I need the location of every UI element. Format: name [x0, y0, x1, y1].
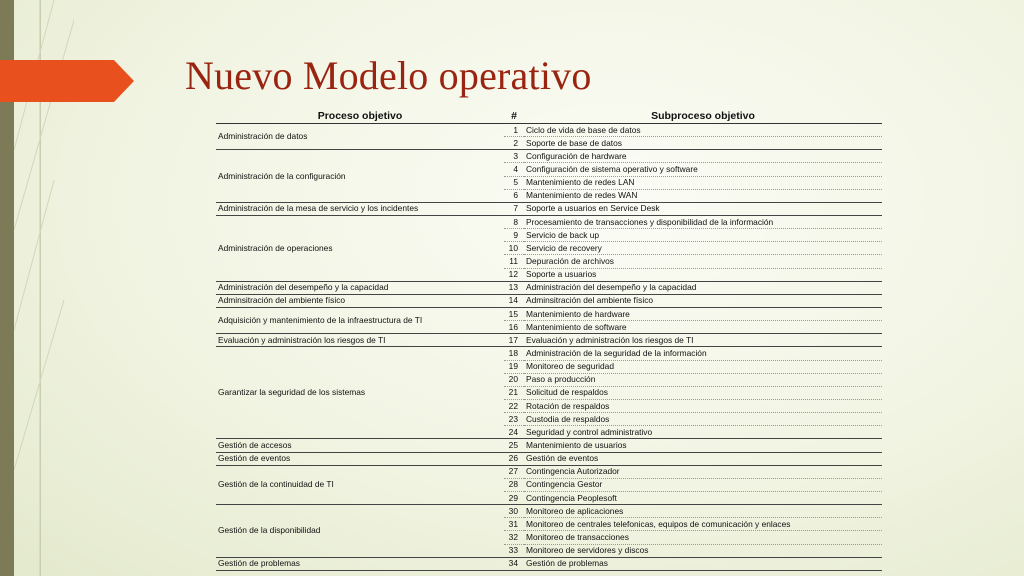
process-cell: Gestión de la disponibilidad: [216, 505, 504, 558]
number-cell: 14: [504, 294, 524, 307]
number-cell: 5: [504, 176, 524, 189]
table-header-row: [216, 109, 882, 124]
number-cell: 3: [504, 150, 524, 163]
table-row: [216, 281, 882, 294]
process-cell: Administración de datos: [216, 124, 504, 150]
number-cell: 4: [504, 163, 524, 176]
subprocess-cell: Evaluación y administración los riesgos de TI: [524, 334, 882, 347]
subprocess-cell: Mantenimiento de redes LAN: [524, 176, 882, 189]
number-cell: 6: [504, 189, 524, 202]
subprocess-cell: Monitoreo de centrales telefonicas, equipos de comunicación y enlaces: [524, 518, 882, 531]
number-cell: 9: [504, 229, 524, 242]
table-row: [216, 465, 882, 478]
number-cell: 31: [504, 518, 524, 531]
subprocess-cell: Mantenimiento de redes WAN: [524, 189, 882, 202]
process-cell: Garantizar la seguridad de los sistemas: [216, 347, 504, 439]
subprocess-cell: Servicio de recovery: [524, 242, 882, 255]
subprocess-cell: Contingencia Gestor: [524, 478, 882, 491]
subprocess-cell: Mantenimiento de software: [524, 321, 882, 334]
number-cell: 27: [504, 465, 524, 478]
subprocess-cell: Soporte de base de datos: [524, 137, 882, 150]
number-cell: 30: [504, 505, 524, 518]
subprocess-cell: Solicitud de respaldos: [524, 386, 882, 399]
process-cell: Gestión de eventos: [216, 452, 504, 465]
subprocess-cell: Monitoreo de aplicaciones: [524, 505, 882, 518]
number-cell: 17: [504, 334, 524, 347]
process-cell: Evaluación y administración los riesgos de TI: [216, 334, 504, 347]
subprocess-cell: Monitoreo de servidores y discos: [524, 544, 882, 557]
number-cell: 22: [504, 399, 524, 412]
process-cell: Administración de operaciones: [216, 215, 504, 281]
number-cell: 16: [504, 321, 524, 334]
slide-title: Nuevo Modelo operativo: [185, 53, 592, 98]
subprocess-cell: Soporte a usuarios en Service Desk: [524, 202, 882, 215]
process-cell: Adquisición y mantenimiento de la infraestructura de TI: [216, 307, 504, 333]
number-cell: 12: [504, 268, 524, 281]
title-arrow-shape: [0, 60, 134, 102]
number-cell: 21: [504, 386, 524, 399]
table-row: [216, 215, 882, 228]
number-cell: 11: [504, 255, 524, 268]
number-cell: 8: [504, 215, 524, 228]
process-cell: Administración de la mesa de servicio y los incidentes: [216, 202, 504, 215]
subprocess-cell: Mantenimiento de hardware: [524, 307, 882, 320]
process-cell: Adminsitración del ambiente físico: [216, 294, 504, 307]
process-cell: Administración de la configuración: [216, 150, 504, 203]
number-cell: 23: [504, 413, 524, 426]
number-cell: 26: [504, 452, 524, 465]
subprocess-cell: Configuración de hardware: [524, 150, 882, 163]
number-cell: 15: [504, 307, 524, 320]
table-row: [216, 150, 882, 163]
number-cell: 25: [504, 439, 524, 452]
table-row: [216, 557, 882, 570]
number-cell: 24: [504, 426, 524, 439]
process-cell: Administración del desempeño y la capacidad: [216, 281, 504, 294]
number-cell: 34: [504, 557, 524, 570]
subprocess-cell: Monitoreo de transacciones: [524, 531, 882, 544]
number-cell: 32: [504, 531, 524, 544]
subprocess-cell: Monitoreo de seguridad: [524, 360, 882, 373]
subprocess-cell: Administración del desempeño y la capacidad: [524, 281, 882, 294]
table-row: [216, 439, 882, 452]
number-cell: 33: [504, 544, 524, 557]
subprocess-cell: Servicio de back up: [524, 229, 882, 242]
subprocess-cell: Depuración de archivos: [524, 255, 882, 268]
process-cell: Gestión de la continuidad de TI: [216, 465, 504, 504]
table-row: [216, 505, 882, 518]
subprocess-cell: Custodia de respaldos: [524, 413, 882, 426]
table-row: [216, 124, 882, 137]
subprocess-cell: Mantenimiento de usuarios: [524, 439, 882, 452]
number-cell: 19: [504, 360, 524, 373]
header-subproceso: Subproceso objetivo: [524, 109, 882, 124]
subprocess-cell: Gestión de problemas: [524, 557, 882, 570]
table-row: [216, 307, 882, 320]
table-body: [216, 124, 882, 571]
process-table-container: [216, 109, 882, 571]
subprocess-cell: Contingencia Autorizador: [524, 465, 882, 478]
subprocess-cell: Rotación de respaldos: [524, 399, 882, 412]
subprocess-cell: Soporte a usuarios: [524, 268, 882, 281]
number-cell: 29: [504, 491, 524, 504]
subprocess-cell: Contingencia Peoplesoft: [524, 491, 882, 504]
subprocess-cell: Configuración de sistema operativo y software: [524, 163, 882, 176]
subprocess-cell: Ciclo de vida de base de datos: [524, 124, 882, 137]
table-row: [216, 347, 882, 360]
table-row: [216, 294, 882, 307]
table-row: [216, 334, 882, 347]
header-proceso: Proceso objetivo: [216, 109, 504, 124]
number-cell: 13: [504, 281, 524, 294]
header-number: #: [504, 109, 524, 124]
subprocess-cell: Seguridad y control administrativo: [524, 426, 882, 439]
number-cell: 2: [504, 137, 524, 150]
process-cell: Gestión de accesos: [216, 439, 504, 452]
subprocess-cell: Paso a producción: [524, 373, 882, 386]
process-cell: Gestión de problemas: [216, 557, 504, 570]
number-cell: 1: [504, 124, 524, 137]
number-cell: 20: [504, 373, 524, 386]
subprocess-cell: Gestión de eventos: [524, 452, 882, 465]
subprocess-cell: Administración de la seguridad de la información: [524, 347, 882, 360]
number-cell: 28: [504, 478, 524, 491]
table-row: [216, 202, 882, 215]
table-row: [216, 452, 882, 465]
number-cell: 7: [504, 202, 524, 215]
subprocess-cell: Adminsitración del ambiente físico: [524, 294, 882, 307]
number-cell: 10: [504, 242, 524, 255]
process-table: [216, 109, 882, 571]
number-cell: 18: [504, 347, 524, 360]
subprocess-cell: Procesamiento de transacciones y disponibilidad de la información: [524, 215, 882, 228]
